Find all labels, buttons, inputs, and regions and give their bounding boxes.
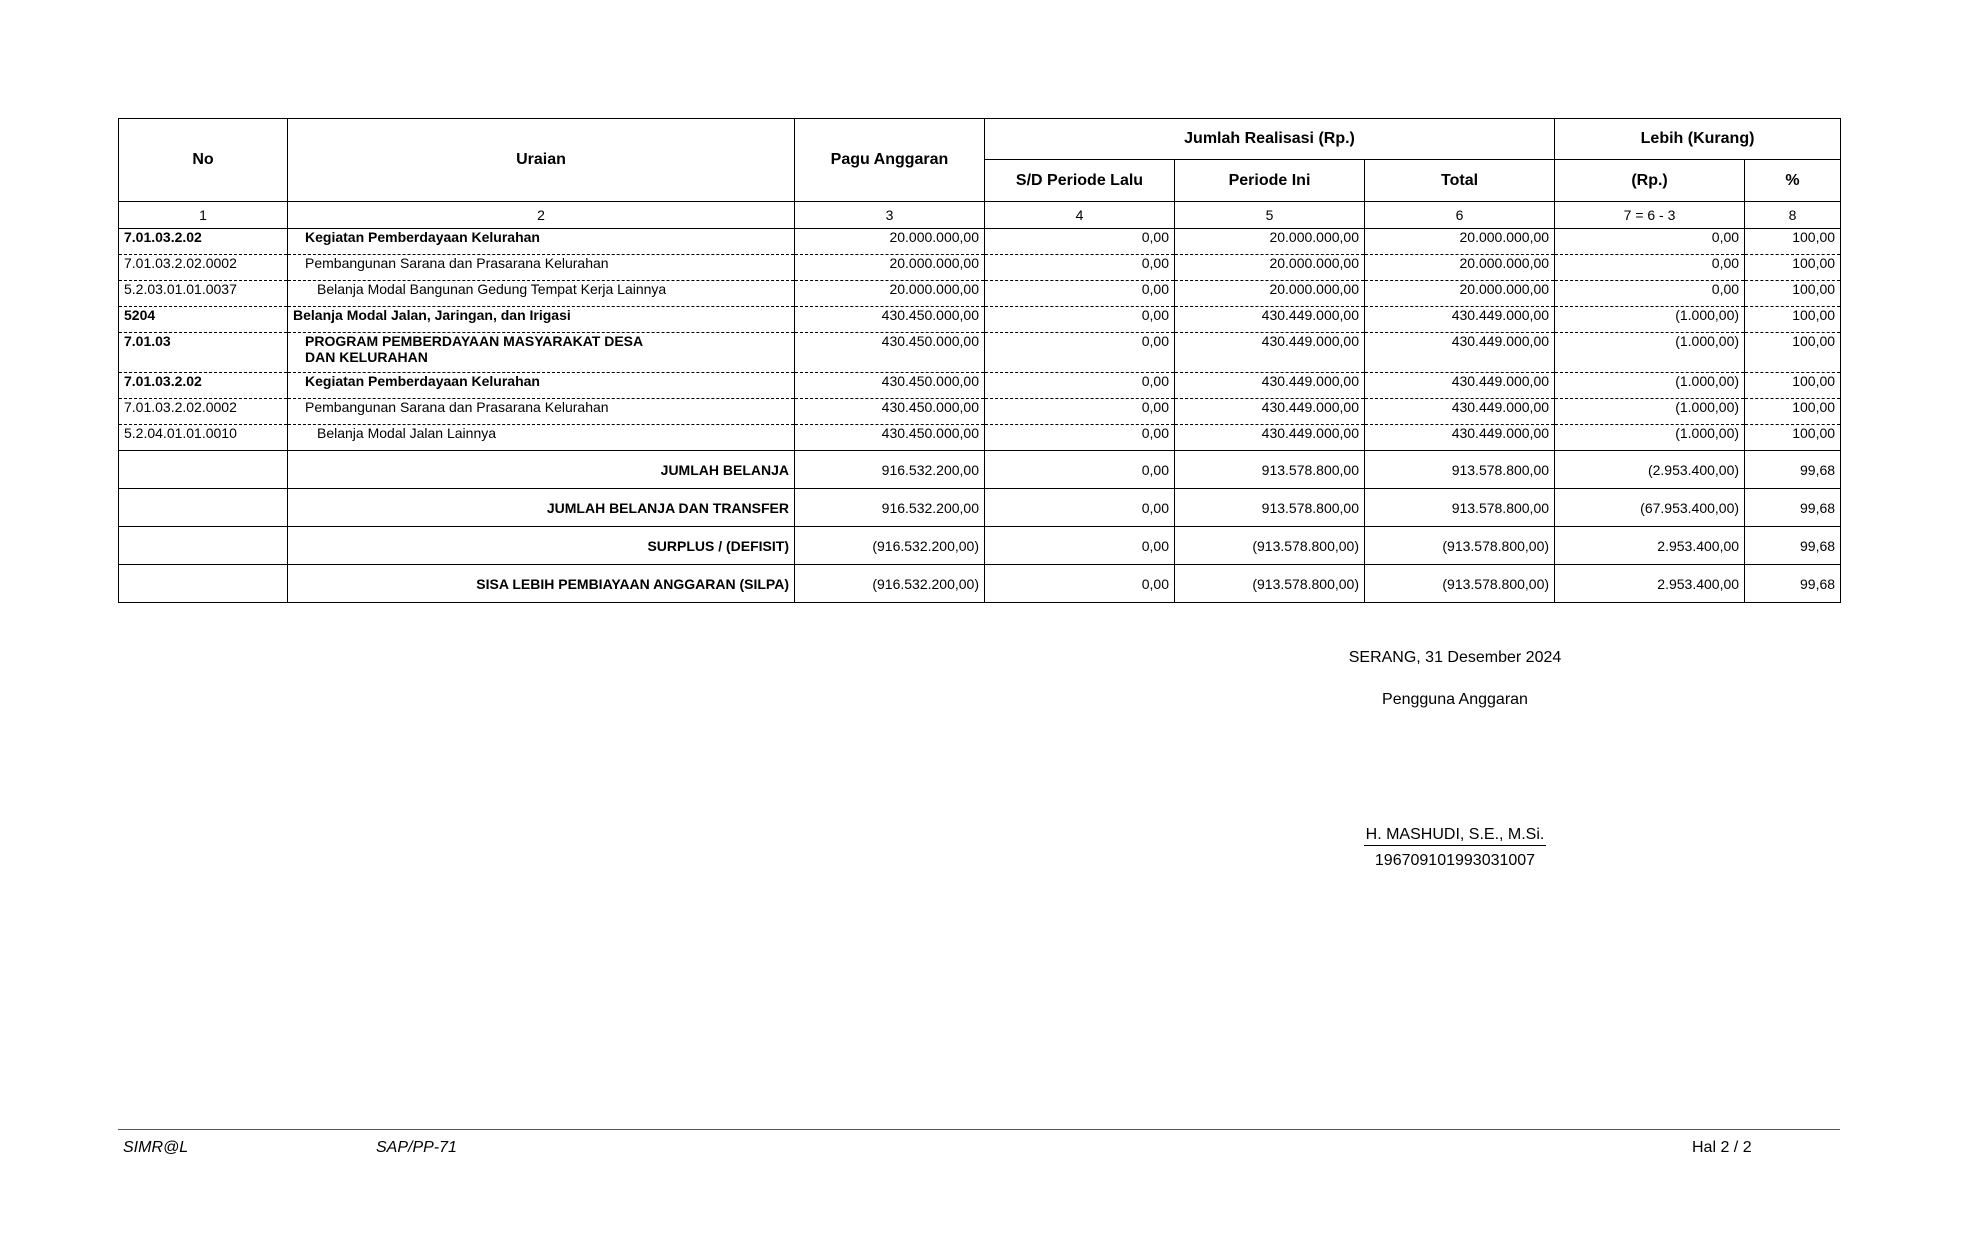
row-pagu: 430.450.000,00 <box>795 373 985 399</box>
row-lebih-kurang: 0,00 <box>1555 255 1745 281</box>
row-lebih-kurang: (1.000,00) <box>1555 307 1745 333</box>
row-total: 20.000.000,00 <box>1365 255 1555 281</box>
row-code: 7.01.03.2.02.0002 <box>119 255 288 281</box>
header-periode-ini: Periode Ini <box>1175 160 1365 202</box>
summary-row-jumlah-belanja <box>119 451 1841 489</box>
column-number: 1 <box>119 202 288 229</box>
row-sd-periode-lalu: 0,00 <box>985 307 1175 333</box>
column-number: 7 = 6 - 3 <box>1555 202 1745 229</box>
summary-total: 913.578.800,00 <box>1365 451 1555 489</box>
row-sd-periode-lalu: 0,00 <box>985 333 1175 373</box>
summary-label: SISA LEBIH PEMBIAYAAN ANGGARAN (SILPA) <box>288 565 795 603</box>
table-row <box>119 281 1841 307</box>
summary-total: (913.578.800,00) <box>1365 527 1555 565</box>
table-row <box>119 255 1841 281</box>
summary-periode-ini: (913.578.800,00) <box>1175 527 1365 565</box>
table-row <box>119 307 1841 333</box>
header-total: Total <box>1365 160 1555 202</box>
row-lebih-kurang: 0,00 <box>1555 281 1745 307</box>
summary-percent: 99,68 <box>1745 565 1841 603</box>
footer-divider <box>118 1129 1840 1130</box>
row-lebih-kurang: (1.000,00) <box>1555 425 1745 451</box>
summary-code-empty <box>119 565 288 603</box>
row-periode-ini: 430.449.000,00 <box>1175 399 1365 425</box>
row-percent: 100,00 <box>1745 255 1841 281</box>
header-percent: % <box>1745 160 1841 202</box>
row-sd-periode-lalu: 0,00 <box>985 399 1175 425</box>
signature-place-date: SERANG, 31 Desember 2024 <box>1348 649 1562 666</box>
row-lebih-kurang: 0,00 <box>1555 229 1745 255</box>
summary-row-silpa <box>119 565 1841 603</box>
column-number: 6 <box>1365 202 1555 229</box>
row-pagu: 430.450.000,00 <box>795 307 985 333</box>
header-lebih-kurang: Lebih (Kurang) <box>1555 119 1841 160</box>
table-row <box>119 373 1841 399</box>
summary-sd-periode-lalu: 0,00 <box>985 451 1175 489</box>
summary-pagu: 916.532.200,00 <box>795 489 985 527</box>
summary-total: 913.578.800,00 <box>1365 489 1555 527</box>
row-percent: 100,00 <box>1745 399 1841 425</box>
summary-percent: 99,68 <box>1745 527 1841 565</box>
row-total: 430.449.000,00 <box>1365 399 1555 425</box>
summary-sd-periode-lalu: 0,00 <box>985 565 1175 603</box>
signature-role: Pengguna Anggaran <box>1382 691 1528 708</box>
row-description: PROGRAM PEMBERDAYAAN MASYARAKAT DESA DAN KELURAHAN <box>288 333 795 373</box>
row-description: Pembangunan Sarana dan Prasarana Kelurahan <box>288 255 795 281</box>
row-periode-ini: 430.449.000,00 <box>1175 373 1365 399</box>
row-code: 5204 <box>119 307 288 333</box>
row-description: Belanja Modal Jalan Lainnya <box>288 425 795 451</box>
row-pagu: 430.450.000,00 <box>795 399 985 425</box>
row-periode-ini: 20.000.000,00 <box>1175 255 1365 281</box>
row-pagu: 20.000.000,00 <box>795 229 985 255</box>
row-periode-ini: 430.449.000,00 <box>1175 307 1365 333</box>
row-description: Belanja Modal Jalan, Jaringan, dan Irigasi <box>288 307 795 333</box>
summary-sd-periode-lalu: 0,00 <box>985 527 1175 565</box>
summary-code-empty <box>119 489 288 527</box>
table-row <box>119 399 1841 425</box>
row-percent: 100,00 <box>1745 281 1841 307</box>
column-number: 5 <box>1175 202 1365 229</box>
row-description: Belanja Modal Bangunan Gedung Tempat Kerja Lainnya <box>288 281 795 307</box>
row-sd-periode-lalu: 0,00 <box>985 425 1175 451</box>
row-percent: 100,00 <box>1745 229 1841 255</box>
row-lebih-kurang: (1.000,00) <box>1555 373 1745 399</box>
footer-report-code: SAP/PP-71 <box>376 1139 457 1156</box>
row-percent: 100,00 <box>1745 425 1841 451</box>
row-code: 7.01.03 <box>119 333 288 373</box>
summary-periode-ini: 913.578.800,00 <box>1175 451 1365 489</box>
row-total: 20.000.000,00 <box>1365 229 1555 255</box>
summary-label: JUMLAH BELANJA DAN TRANSFER <box>288 489 795 527</box>
signer-nip: 196709101993031007 <box>1374 852 1536 869</box>
table-row <box>119 333 1841 373</box>
summary-lebih-kurang: (2.953.400,00) <box>1555 451 1745 489</box>
summary-lebih-kurang: 2.953.400,00 <box>1555 565 1745 603</box>
row-sd-periode-lalu: 0,00 <box>985 373 1175 399</box>
row-pagu: 20.000.000,00 <box>795 281 985 307</box>
row-code: 7.01.03.2.02.0002 <box>119 399 288 425</box>
row-code: 5.2.04.01.01.0010 <box>119 425 288 451</box>
row-total: 20.000.000,00 <box>1365 281 1555 307</box>
summary-label: JUMLAH BELANJA <box>288 451 795 489</box>
summary-code-empty <box>119 451 288 489</box>
row-total: 430.449.000,00 <box>1365 425 1555 451</box>
summary-pagu: (916.532.200,00) <box>795 527 985 565</box>
column-number: 4 <box>985 202 1175 229</box>
row-periode-ini: 430.449.000,00 <box>1175 333 1365 373</box>
row-lebih-kurang: (1.000,00) <box>1555 399 1745 425</box>
row-pagu: 20.000.000,00 <box>795 255 985 281</box>
row-sd-periode-lalu: 0,00 <box>985 255 1175 281</box>
summary-percent: 99,68 <box>1745 489 1841 527</box>
summary-periode-ini: 913.578.800,00 <box>1175 489 1365 527</box>
signature-name-block <box>1310 826 1600 846</box>
row-total: 430.449.000,00 <box>1365 333 1555 373</box>
row-code: 7.01.03.2.02 <box>119 229 288 255</box>
row-total: 430.449.000,00 <box>1365 307 1555 333</box>
summary-row-surplus-defisit <box>119 527 1841 565</box>
summary-total: (913.578.800,00) <box>1365 565 1555 603</box>
row-description: Kegiatan Pemberdayaan Kelurahan <box>288 229 795 255</box>
column-number-row <box>119 202 1841 229</box>
table-row <box>119 229 1841 255</box>
row-periode-ini: 20.000.000,00 <box>1175 229 1365 255</box>
row-description: Pembangunan Sarana dan Prasarana Kelurahan <box>288 399 795 425</box>
summary-lebih-kurang: (67.953.400,00) <box>1555 489 1745 527</box>
signer-name: H. MASHUDI, S.E., M.Si. <box>1364 826 1547 846</box>
summary-periode-ini: (913.578.800,00) <box>1175 565 1365 603</box>
row-sd-periode-lalu: 0,00 <box>985 229 1175 255</box>
summary-row-jumlah-belanja-transfer <box>119 489 1841 527</box>
row-pagu: 430.450.000,00 <box>795 425 985 451</box>
header-jumlah-realisasi: Jumlah Realisasi (Rp.) <box>985 119 1555 160</box>
row-percent: 100,00 <box>1745 333 1841 373</box>
summary-percent: 99,68 <box>1745 451 1841 489</box>
header-sd-periode-lalu: S/D Periode Lalu <box>985 160 1175 202</box>
summary-label: SURPLUS / (DEFISIT) <box>288 527 795 565</box>
footer-app-name: SIMR@L <box>123 1139 189 1156</box>
summary-pagu: (916.532.200,00) <box>795 565 985 603</box>
row-description: Kegiatan Pemberdayaan Kelurahan <box>288 373 795 399</box>
row-lebih-kurang: (1.000,00) <box>1555 333 1745 373</box>
budget-realization-table <box>118 118 1841 603</box>
row-percent: 100,00 <box>1745 373 1841 399</box>
row-pagu: 430.450.000,00 <box>795 333 985 373</box>
header-pagu-anggaran: Pagu Anggaran <box>795 119 985 202</box>
summary-pagu: 916.532.200,00 <box>795 451 985 489</box>
column-number: 8 <box>1745 202 1841 229</box>
summary-sd-periode-lalu: 0,00 <box>985 489 1175 527</box>
table-row <box>119 425 1841 451</box>
column-number: 3 <box>795 202 985 229</box>
summary-lebih-kurang: 2.953.400,00 <box>1555 527 1745 565</box>
column-number: 2 <box>288 202 795 229</box>
row-periode-ini: 430.449.000,00 <box>1175 425 1365 451</box>
header-uraian: Uraian <box>288 119 795 202</box>
header-no: No <box>119 119 288 202</box>
footer-page-number: Hal 2 / 2 <box>1692 1139 1752 1156</box>
row-periode-ini: 20.000.000,00 <box>1175 281 1365 307</box>
row-percent: 100,00 <box>1745 307 1841 333</box>
row-sd-periode-lalu: 0,00 <box>985 281 1175 307</box>
header-rp: (Rp.) <box>1555 160 1745 202</box>
row-total: 430.449.000,00 <box>1365 373 1555 399</box>
row-code: 5.2.03.01.01.0037 <box>119 281 288 307</box>
summary-code-empty <box>119 527 288 565</box>
row-code: 7.01.03.2.02 <box>119 373 288 399</box>
